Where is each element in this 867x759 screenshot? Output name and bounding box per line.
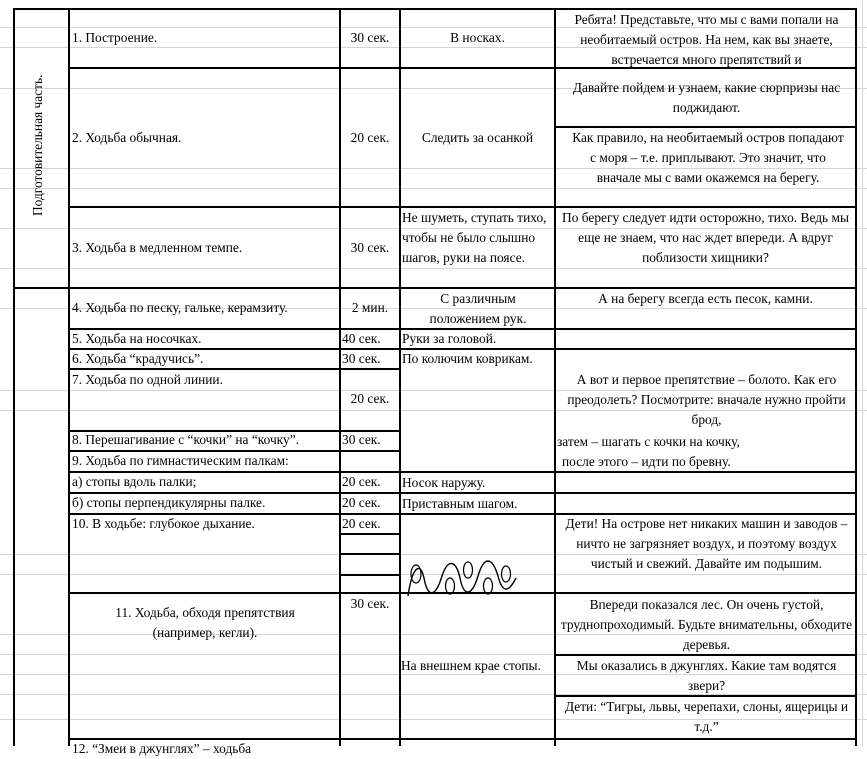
text-2a: Давайте пойдем и узнаем, какие сюрпризы нас поджидают.: [572, 80, 841, 115]
text-8: затем – шагать с кочки на кочку,: [557, 434, 740, 449]
text-7: А вот и первое препятствие – болото. Как его преодолеть? Посмотрите: вначале нужно пройти брод,: [567, 372, 846, 427]
text-4: А на берегу всегда есть песок, камни.: [598, 291, 813, 306]
exercise-10: 10. В ходьбе: глубокое дыхание.: [72, 516, 255, 531]
text-10: Дети! На острове нет никаких машин и заводов – ничто не загрязняет воздух, и поэтому воздух чистый и свежий. Давайте им подышим.: [565, 516, 848, 571]
dose-10: 20 сек.: [342, 516, 381, 531]
dose-3: 30 сек.: [350, 240, 390, 255]
exercise-3: 3. Ходьба в медленном темпе.: [72, 240, 243, 255]
dose-1: 30 сек.: [350, 30, 390, 45]
text-1: Ребята! Представьте, что мы с вами попали на необитаемый остров. На нем, как вы знаете, встречается много препятствий и: [574, 12, 839, 67]
note-11: На внешнем крае стопы.: [401, 658, 541, 673]
note-1: В носках.: [450, 30, 505, 45]
exercise-12: 12. “Змеи в джунглях” – ходьба: [72, 741, 252, 756]
note-3: Не шуметь, ступать тихо, чтобы не было слышно шагов, руки на поясе.: [402, 210, 547, 265]
exercise-5: 5. Ходьба на носочках.: [72, 331, 202, 346]
dose-6: 30 сек.: [342, 351, 381, 366]
note-4: С различным положением рук.: [429, 291, 527, 326]
obstacle-course-drawing: [402, 548, 522, 604]
note-2: Следить за осанкой: [421, 130, 534, 145]
dose-8: 30 сек.: [342, 432, 381, 447]
dose-9b: 20 сек.: [342, 495, 381, 510]
text-11b: Мы оказались в джунглях. Какие там водятся звери?: [576, 658, 837, 693]
text-2b: Как правило, на необитаемый остров попадают с моря – т.е. приплывают. Это значит, что вначале мы с вами окажемся на берегу.: [572, 130, 844, 185]
dose-5: 40 сек.: [342, 331, 381, 346]
exercise-2: 2. Ходьба обычная.: [72, 130, 182, 145]
dose-9a: 20 сек.: [342, 474, 381, 489]
dose-11: 30 сек.: [350, 596, 390, 611]
text-11a: Впереди показался лес. Он очень густой, труднопроходимый. Будьте внимательны, обходите деревья.: [560, 597, 853, 652]
exercise-9: 9. Ходьба по гимнастическим палкам:: [72, 453, 289, 468]
note-9b: Приставным шагом.: [402, 496, 518, 511]
exercise-6: 6. Ходьба “крадучись”.: [72, 351, 204, 366]
note-6: По колючим коврикам.: [402, 351, 533, 366]
note-5: Руки за головой.: [402, 331, 497, 346]
section-label-prep: Подготовительная часть.: [30, 74, 45, 216]
exercise-7: 7. Ходьба по одной линии.: [72, 372, 223, 387]
text-9: после этого – идти по бревну.: [562, 454, 731, 469]
note-9a: Носок наружу.: [402, 475, 486, 490]
dose-2: 20 сек.: [350, 130, 390, 145]
exercise-1: 1. Построение.: [72, 30, 158, 45]
dose-7: 20 сек.: [350, 391, 390, 406]
dose-4: 2 мин.: [351, 300, 389, 315]
exercise-8: 8. Перешагивание с “кочки” на “кочку”.: [72, 432, 299, 447]
exercise-4: 4. Ходьба по песку, гальке, керамзиту.: [72, 300, 288, 315]
text-3: По берегу следует идти осторожно, тихо. Ведь мы еще не знаем, что нас ждет впереди. А вдруг поблизости хищники?: [562, 210, 849, 265]
text-11c: Дети: “Тигры, львы, черепахи, слоны, ящерицы и т.д.”: [564, 699, 849, 734]
exercise-9b: б) стопы перпендикулярны палке.: [72, 495, 266, 510]
exercise-11: 11. Ходьба, обходя препятствия (например, кегли).: [115, 605, 295, 640]
exercise-9a: а) стопы вдоль палки;: [72, 474, 197, 489]
